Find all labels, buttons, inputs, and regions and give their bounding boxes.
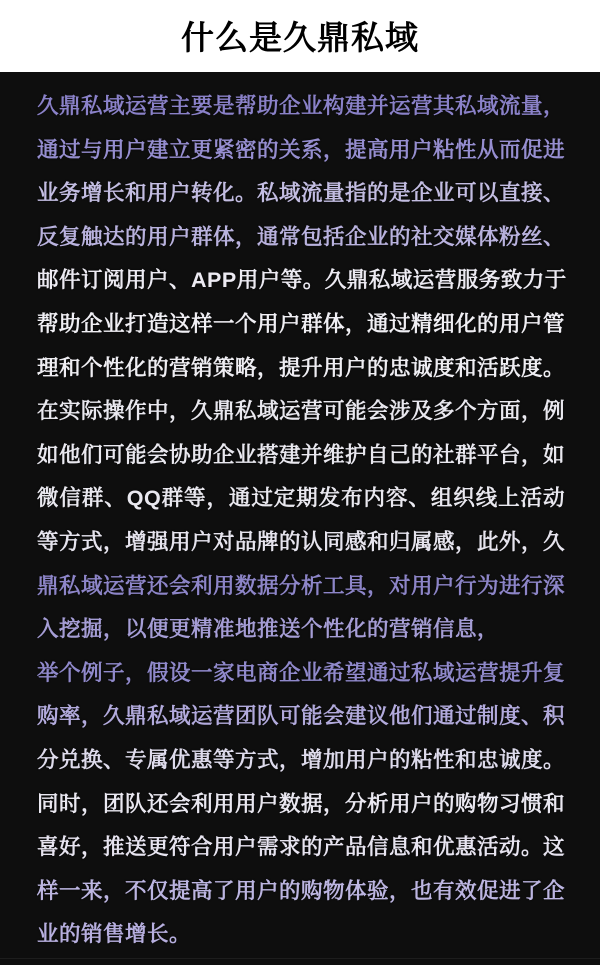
text-line: 购率，久鼎私域运营团队可能会建议他们通过制度、积 [37, 704, 566, 729]
text-line: 帮助企业打造这样一个用户群体，通过精细化的用户管 [37, 311, 566, 336]
text-line: 在实际操作中，久鼎私域运营可能会涉及多个方面，例 [37, 399, 566, 424]
text-line: 久鼎私域运营主要是帮助企业构建并运营其私域流量， [37, 94, 566, 118]
text-line: 样一来，不仅提高了用户的购物体验，也有效促进了企 [37, 878, 566, 903]
text-line: 理和个性化的营销策略，提升用户的忠诚度和活跃度。 [37, 355, 566, 380]
text-line: 微信群、QQ群等，通过定期发布内容、组织线上活动 [37, 486, 565, 511]
text-line: 等方式，增强用户对品牌的认同感和归属感，此外，久 [37, 529, 566, 554]
content-panel [0, 72, 600, 965]
text-line: 业的销售增长。 [37, 922, 192, 947]
text-line: 通过与用户建立更紧密的关系，提高用户粘性从而促进 [37, 137, 566, 162]
text-line: 鼎私域运营还会利用数据分析工具，对用户行为进行深 [37, 573, 566, 598]
text-line: 同时，团队还会利用用户数据，分析用户的购物习惯和 [37, 791, 566, 816]
header [0, 0, 600, 72]
text-line: 邮件订阅用户、APP用户等。久鼎私域运营服务致力于 [37, 268, 567, 293]
text-line: 分兑换、专属优惠等方式，增加用户的粘性和忠诚度。 [37, 747, 566, 772]
page-title: 什么是久鼎私域 [181, 18, 419, 56]
text-line: 反复触达的用户群体，通常包括企业的社交媒体粉丝、 [37, 224, 566, 249]
text-line: 喜好，推送更符合用户需求的产品信息和优惠活动。这 [37, 835, 566, 860]
text-line: 举个例子，假设一家电商企业希望通过私域运营提升复 [37, 660, 566, 685]
panel-bottom-seam [0, 958, 600, 959]
text-line: 如他们可能会协助企业搭建并维护自己的社群平台，如 [37, 442, 566, 467]
text-line: 入挖掘，以便更精准地推送个性化的营销信息， [37, 617, 500, 642]
text-line: 业务增长和用户转化。私域流量指的是企业可以直接、 [37, 181, 566, 206]
